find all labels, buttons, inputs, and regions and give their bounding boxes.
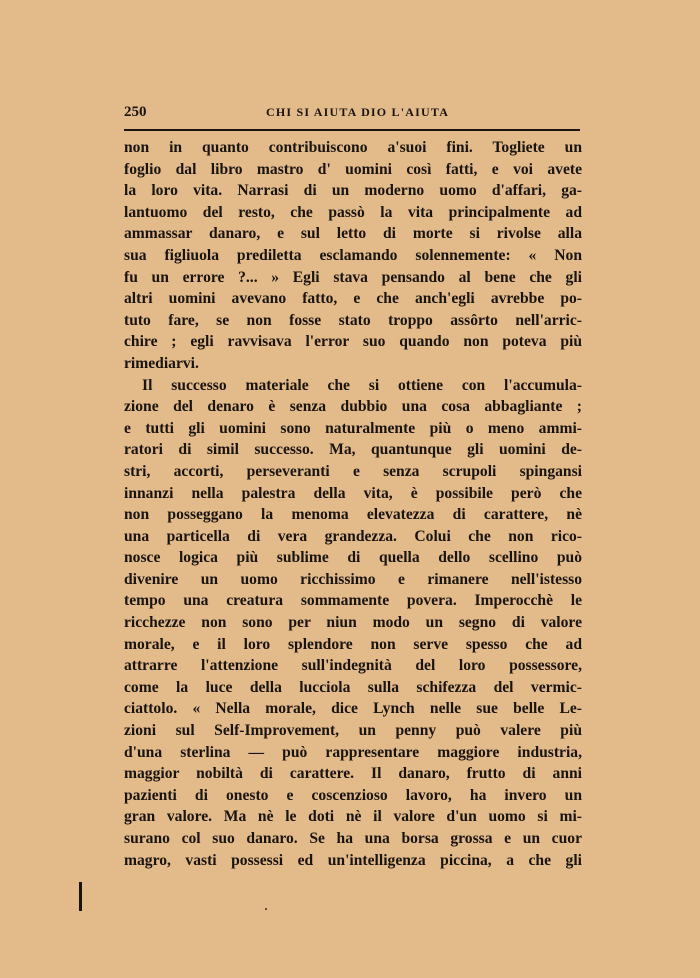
text-line: chire ; egli ravvisava l'error suo quando non poteva più: [124, 333, 582, 351]
text-line: sua figliuola prediletta esclamando solennemente: « Non: [124, 246, 582, 264]
text-line: tempo una creatura sommamente povera. Imperocchè le: [124, 592, 582, 610]
text-line: non in quanto contribuiscono a'suoi fini. Toglietе un: [124, 139, 582, 156]
header-rule: [124, 129, 580, 131]
text-line: ciattolo. « Nella morale, dice Lynch nelle sue belle Le-: [124, 700, 582, 718]
text-line: morale, e il loro splendore non serve spesso che ad: [124, 635, 582, 653]
text-line: zione del denaro è senza dubbio una cosa abbagliante ;: [124, 398, 582, 416]
text-line: altri uomini avevano fatto, e che anch'egli avrebbe po-: [124, 290, 582, 308]
text-line: Il successo materiale che si ottiene con l'accumula-: [142, 376, 582, 394]
text-line: come la luce della lucciola sulla schifezza del vermic-: [124, 678, 582, 696]
text-line: non posseggano la menoma elevatezza di carattere, nè: [124, 506, 582, 524]
text-line: surano col suo danaro. Se ha una borsa grossa e un cuor: [124, 830, 582, 847]
text-line: tuto fare, se non fosse stato troppo assôrto nell'arric-: [124, 311, 582, 329]
text-line: d'una sterlina — può rappresentare maggiore industria,: [124, 743, 582, 761]
text-line: fu un errore ?... » Egli stava pensando al bene che gli: [124, 268, 582, 286]
text-line: foglio dal libro mastro d' uomini così fatti, e voi avete: [124, 160, 582, 178]
text-line: zioni sul Self-Improvement, un penny può valere più: [124, 722, 582, 740]
page-header: [124, 104, 581, 124]
text-line: nosce logica più sublime di quella dello scellino può: [124, 549, 582, 567]
text-line: attrarre l'attenzione sull'indegnità del loro possessore,: [124, 657, 582, 675]
body-text: [124, 137, 582, 871]
text-line: lantuomo del resto, che passò la vita principalmente ad: [124, 203, 582, 221]
text-line: una particella di vera grandezza. Colui che non rico-: [124, 527, 582, 545]
text-line: e tutti gli uomini sono naturalmente più o meno ammi-: [124, 419, 582, 437]
margin-mark: [79, 882, 82, 911]
text-line: pazienti di onesto e coscenzioso lavoro, ha invero un: [124, 786, 582, 804]
text-line: gran valore. Ma nè le doti nè il valore d'un uomo si mi-: [124, 808, 582, 826]
text-line: ratori di simil successo. Ma, quantunque gli uomini de-: [124, 441, 582, 459]
text-line: rimediarvi.: [124, 354, 199, 372]
text-line: la loro vita. Narrasi di un moderno uomo d'affari, ga-: [124, 182, 582, 200]
running-title: CHI SI AIUTA DIO L'AIUTA: [266, 105, 450, 119]
text-line: divenire un uomo ricchissimo e rimanere nell'istesso: [124, 570, 582, 588]
text-line: magro, vasti possessi ed un'intelligenza piccina, a che gli: [124, 851, 582, 869]
text-line: stri, accorti, perseveranti e senza scrupoli spingansi: [124, 462, 582, 480]
text-line: innanzi nella palestra della vita, è possibile però che: [124, 484, 582, 502]
text-line: ricchezze non sono per niun modo un segno di valore: [124, 614, 582, 632]
text-line: ammassar danaro, e sul letto di morte si rivolse alla: [124, 225, 582, 243]
paper-speck: [265, 908, 267, 910]
text-line: maggior nobiltà di carattere. Il danaro, frutto di anni: [124, 765, 582, 783]
page-number: 250: [124, 104, 147, 120]
